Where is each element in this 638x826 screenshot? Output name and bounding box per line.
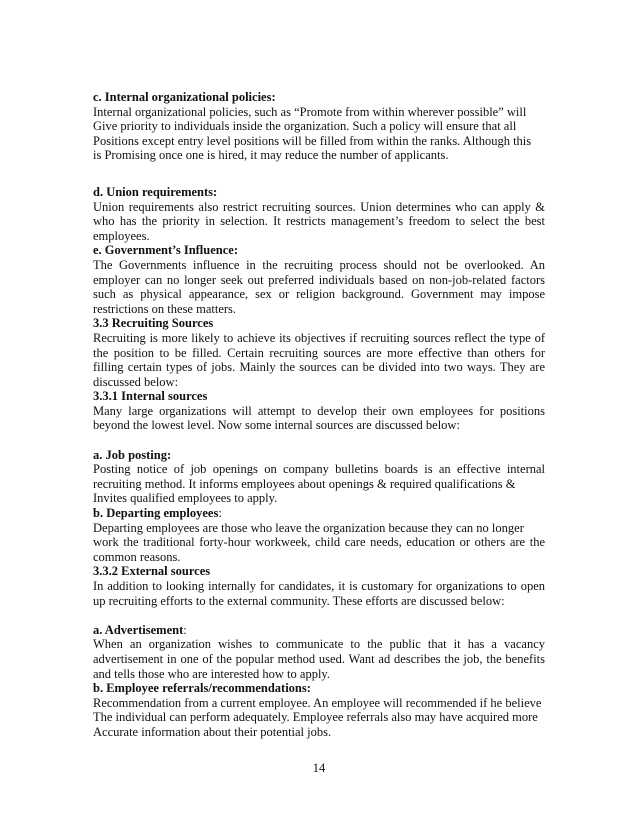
referrals-line-2: The individual can perform adequately. Employee referrals also may have acquired more: [93, 710, 538, 725]
heading-job-posting: a. Job posting:: [93, 447, 172, 462]
spacer: [93, 608, 545, 623]
union-paragraph: Union requirements also restrict recruiting sources. Union determines who can apply & who has the priority in selection. It restricts management’s freedom to select the best employees.: [93, 199, 545, 243]
advertisement-heading-colon: :: [183, 622, 187, 637]
heading-advertisement: [93, 623, 545, 638]
government-paragraph: The Governments influence in the recruiting process should not be overlooked. An employer can no longer seek out preferred individuals based on non-job-related factors such as physical appearance, sex or religion background. Government may impose restrictions on these matters.: [93, 257, 545, 316]
advertisement-paragraph: When an organization wishes to communicate to the public that it has a vacancy advertisement in one of the popular method used. Want ad describes the job, the benefits and tells those who are interested how to apply.: [93, 637, 545, 681]
heading-union-requirements: d. Union requirements:: [93, 184, 218, 199]
external-sources-paragraph: In addition to looking internally for candidates, it is customary for organizations to open up recruiting efforts to the external community. These efforts are discussed below:: [93, 579, 545, 608]
departing-heading-text: b. Departing employees: [93, 506, 219, 521]
departing-paragraph: work the traditional forty-hour workweek, child care needs, education or others are the common reasons.: [93, 535, 545, 564]
departing-first-line: Departing employees are those who leave the organization because they can no longer: [93, 520, 524, 535]
spacer: [93, 163, 545, 185]
departing-heading-colon: :: [218, 506, 222, 521]
referrals-line-1: Recommendation from a current employee. An employee will recommended if he believe: [93, 695, 542, 710]
referrals-line-3: Accurate information about their potential jobs.: [93, 724, 332, 739]
heading-internal-sources: 3.3.1 Internal sources: [93, 389, 208, 404]
heading-internal-policies: c. Internal organizational policies:: [93, 90, 276, 104]
policies-line-4: is Promising once one is hired, it may reduce the number of applicants.: [93, 148, 449, 163]
policies-line-1: Internal organizational policies, such as “Promote from within wherever possible” will: [93, 104, 527, 119]
document-page: [93, 90, 545, 740]
job-posting-paragraph: Posting notice of job openings on company bulletins boards is an effective internal recruiting method. It informs employees about openings & required qualifications &: [93, 462, 545, 491]
job-posting-last-line: Invites qualified employees to apply.: [93, 491, 278, 506]
advertisement-heading-text: a. Advertisement: [93, 622, 184, 637]
internal-sources-paragraph: Many large organizations will attempt to develop their own employees for positions beyond the lowest level. Now some internal sources are discussed below:: [93, 403, 545, 433]
page-number: 14: [312, 761, 326, 775]
heading-government-influence: e. Government’s Influence:: [93, 243, 238, 258]
heading-departing-employees: [93, 506, 545, 521]
policies-line-3: Positions except entry level positions will be filled from within the ranks. Although this: [93, 133, 532, 148]
heading-external-sources: 3.3.2 External sources: [93, 564, 211, 579]
recruiting-sources-paragraph: Recruiting is more likely to achieve its objectives if recruiting sources reflect the type of the position to be filled. Certain recruiting sources are more effective than others for filling certain types of jobs. Mainly the sources can be divided into two ways. They are discussed below:: [93, 330, 545, 389]
spacer: [93, 433, 545, 448]
heading-employee-referrals: b. Employee referrals/recommendations:: [93, 681, 311, 696]
heading-recruiting-sources: 3.3 Recruiting Sources: [93, 316, 214, 331]
policies-line-2: Give priority to individuals inside the organization. Such a policy will ensure that all: [93, 119, 517, 134]
